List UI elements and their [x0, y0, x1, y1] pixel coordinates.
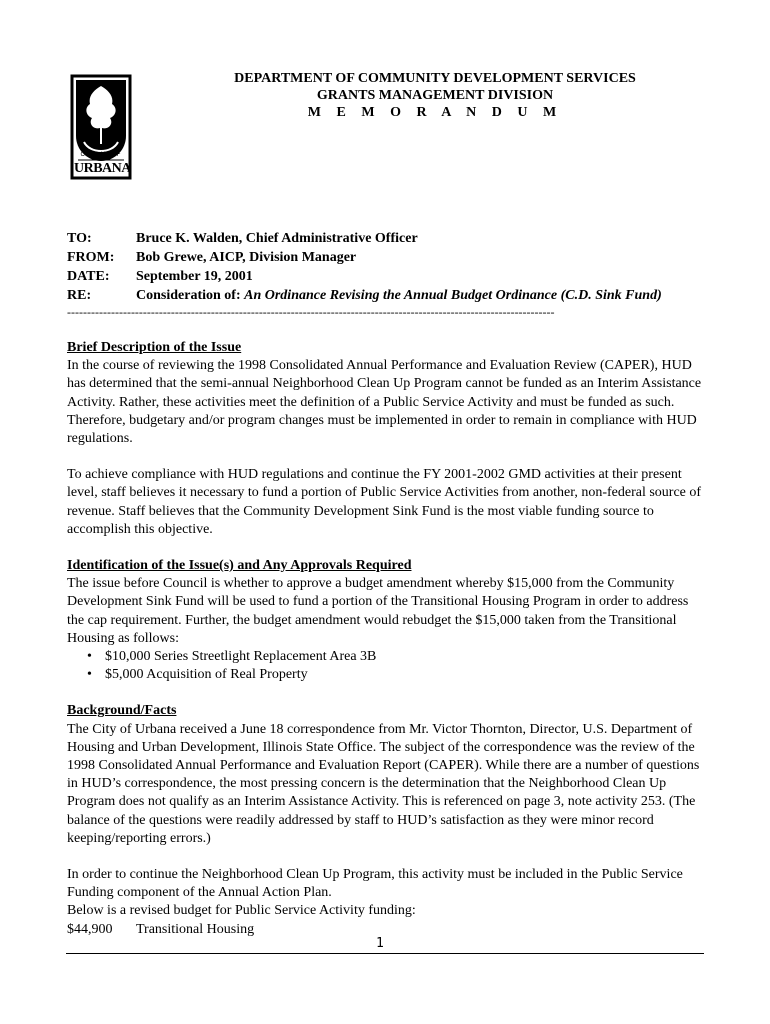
from-row — [67, 248, 662, 267]
page-number: 1 — [376, 936, 384, 951]
logo-text-city-of: C I T Y O F — [80, 152, 122, 158]
background-paragraph-1: The City of Urbana received a June 18 correspondence from Mr. Victor Thornton, Director, U.S. Department of Housing and Urban Development, Illinois State Office. The subject of the correspondence was the review of the 1998 Consolidated Annual Performance and Evaluation Report (CAPER). While there are a number of questions in HUD’s correspondence, the most pressing concern is the determination that the Neighborhood Clean Up Program does not qualify as an Interim Assistance Activity. This is referenced on page 3, note activity 253. (The balance of the questions were readily addressed by staff to HUD’s satisfaction as they were minor record keeping/reporting errors.) — [67, 721, 700, 846]
brief-paragraph-2: To achieve compliance with HUD regulations and continue the FY 2001-2002 GMD activities at their present level, staff believes it necessary to fund a portion of Public Service Activities from another, non-federal source of revenue. Staff believes that the Community Development Sink Fund is the most viable funding source to accomplish this objective. — [67, 467, 702, 537]
from-value: Bob Grewe, AICP, Division Manager — [136, 250, 357, 265]
section-heading-brief: Brief Description of the Issue — [67, 340, 242, 355]
background-paragraph-3: Below is a revised budget for Public Service Activity funding: — [67, 903, 416, 919]
department-title: DEPARTMENT OF COMMUNITY DEVELOPMENT SERVICES — [234, 71, 636, 86]
memorandum-title: M E M O R A N D U M — [307, 105, 563, 120]
identification-paragraph: The issue before Council is whether to approve a budget amendment whereby $15,000 from the Community Development Sink Fund will be used to fund a portion of the Transitional Housing Program in order to address the cap requirement. Further, the budget amendment would rebudget the $15,000 taken from the Transitional Housing as follows: — [67, 576, 689, 646]
rebudget-list — [67, 648, 707, 684]
re-label: RE: — [67, 288, 92, 303]
date-value: September 19, 2001 — [136, 269, 253, 284]
background-paragraph-2: In order to continue the Neighborhood Clean Up Program, this activity must be included in the Public Service Funding component of the Annual Action Plan. — [67, 867, 683, 901]
logo-text-urbana: URBANA — [74, 161, 131, 176]
to-value: Bruce K. Walden, Chief Administrative Officer — [136, 231, 418, 246]
list-item: • $5,000 Acquisition of Real Property — [87, 666, 707, 684]
budget-item: Transitional Housing — [136, 921, 255, 937]
division-title: GRANTS MANAGEMENT DIVISION — [316, 88, 554, 103]
re-prefix: Consideration of: — [136, 288, 241, 303]
to-label: TO: — [67, 231, 92, 246]
re-value — [136, 286, 662, 305]
re-row — [67, 286, 662, 305]
city-of-urbana-logo — [70, 74, 132, 180]
budget-amount: $44,900 — [67, 921, 113, 937]
re-subject: An Ordinance Revising the Annual Budget Ordinance (C.D. Sink Fund) — [244, 288, 662, 303]
section-heading-background: Background/Facts — [67, 703, 177, 719]
memo-body — [67, 339, 707, 939]
section-heading-identification: Identification of the Issue(s) and Any Approvals Required — [67, 558, 412, 574]
footer-rule — [66, 953, 704, 954]
date-label: DATE: — [67, 269, 110, 284]
to-row — [67, 229, 662, 248]
list-item: • $10,000 Series Streetlight Replacement Area 3B — [87, 648, 707, 666]
budget-line — [67, 921, 707, 939]
from-label: FROM: — [67, 250, 115, 265]
memo-header — [190, 70, 680, 121]
dashed-separator: -------------------------------------------------------------------------------------------------------------------------- — [67, 305, 555, 319]
memo-routing-block — [67, 229, 662, 305]
date-row — [67, 267, 662, 286]
brief-paragraph-1: In the course of reviewing the 1998 Consolidated Annual Performance and Evaluation Review (CAPER), HUD has determined that the semi-annual Neighborhood Clean Up Program cannot be funded as an Interim Assistance Activity. Rather, these activities meet the definition of a Public Service Activity and must be funded as such. Therefore, budgetary and/or program changes must be implemented in order to remain in compliance with HUD regulations. — [67, 358, 702, 447]
